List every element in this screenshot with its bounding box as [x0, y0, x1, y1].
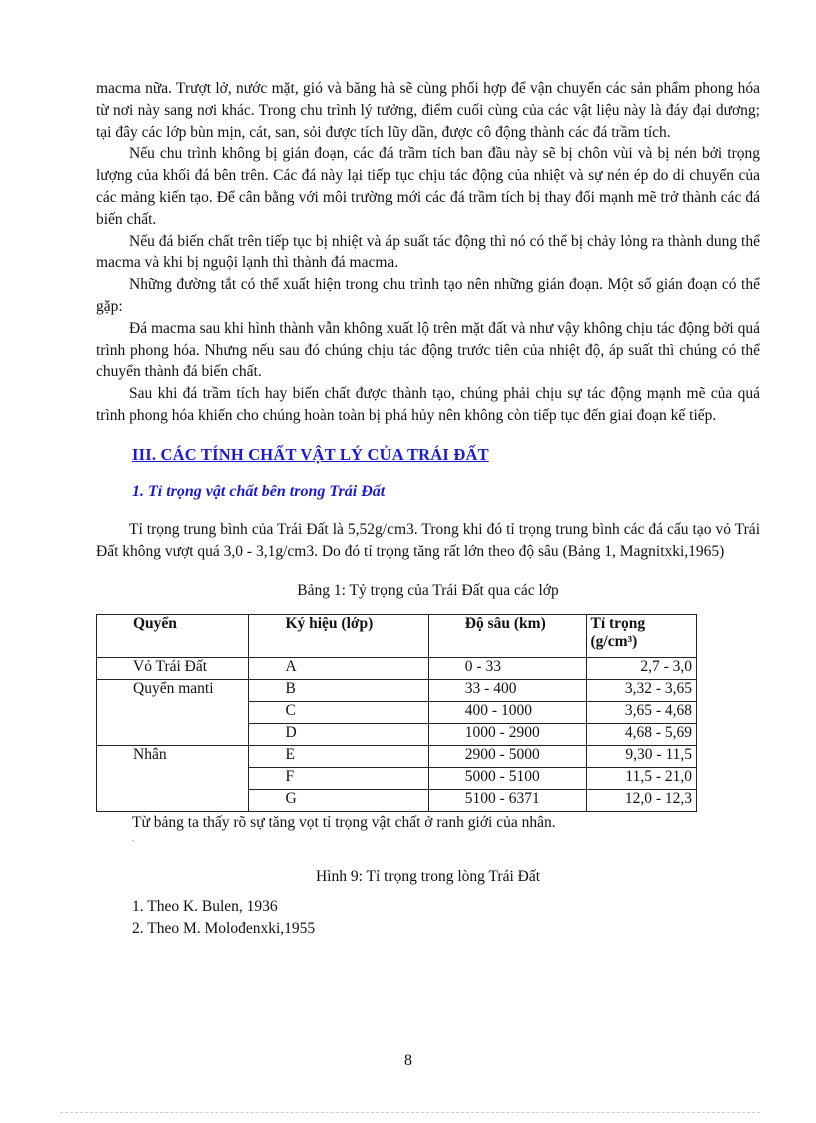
- density-table: [96, 614, 697, 812]
- table-cell: 4,68 - 5,69: [586, 724, 697, 746]
- sub-heading: 1. Tỉ trọng vật chất bên trong Trái Đất: [132, 482, 386, 500]
- paragraph: Sau khi đá trầm tích hay biến chất được thành tạo, chúng phải chịu sự tác động mạnh mẽ của quá trình phong hóa khiến cho chúng hoàn toàn bị phá hủy nên không còn tiếp tục đến giai đoạn kế tiếp.: [96, 385, 760, 424]
- header-cell: Quyển: [97, 615, 249, 658]
- header-cell: Ký hiệu (lớp): [249, 615, 428, 658]
- group-cell: [97, 724, 249, 746]
- table-cell: B: [249, 680, 428, 702]
- section-heading: III. CÁC TÍNH CHẤT VẬT LÝ CỦA TRÁI ĐẤT: [132, 444, 489, 464]
- table-cell: A: [249, 658, 428, 680]
- table-cell: 9,30 - 11,5: [586, 746, 697, 768]
- table-row: [97, 702, 697, 724]
- paragraph: macma nữa. Trượt lở, nước mặt, gió và băng hà sẽ cùng phối hợp để vận chuyển các sản phẩm phong hóa từ nơi này sang nơi khác. Trong chu trình lý tưởng, điểm cuối cùng của các vật liệu này là đáy đại dương; tại đây các lớp bùn mịn, cát, san, sỏi được tích lũy dần, được cô động thành các đá trầm tích.: [96, 80, 760, 141]
- table-row: [97, 768, 697, 790]
- table-cell: G: [249, 790, 428, 812]
- table-cell: 5100 - 6371: [428, 790, 586, 812]
- header-cell: Độ sâu (km): [428, 615, 586, 658]
- table-cell: 2900 - 5000: [428, 746, 586, 768]
- table-cell: 12,0 - 12,3: [586, 790, 697, 812]
- group-cell: Nhân: [97, 746, 249, 768]
- header-cell: Tỉ trọng (g/cm³): [586, 615, 697, 658]
- table-row: [97, 680, 697, 702]
- table-cell: 0 - 33: [428, 658, 586, 680]
- table-cell: C: [249, 702, 428, 724]
- table-caption: Bảng 1: Tỷ trọng của Trái Đất qua các lớp: [297, 582, 559, 600]
- page-number: 8: [404, 1052, 412, 1069]
- density-paragraph: Tỉ trọng trung bình của Trái Đất là 5,52g/cm3. Trong khi đó tỉ trọng trung bình các đá cấu tạo vỏ Trái Đất không vượt quá 3,0 - 3,1g/cm3. Do đó tỉ trọng tăng rất lớn theo độ sâu (Bảng 1, Magnitxki,1965): [96, 520, 760, 560]
- table-header-row: [97, 615, 697, 658]
- paragraph: Nếu đá biến chất trên tiếp tục bị nhiệt và áp suất tác động thì nó có thể bị chảy lỏng ra thành dung thể macma và khi bị nguội lạnh thì thành đá macma.: [96, 232, 760, 272]
- table-row: [97, 724, 697, 746]
- table-row: [97, 790, 697, 812]
- group-cell: [97, 790, 249, 812]
- group-cell: Quyển manti: [97, 680, 249, 702]
- reference-item: 2. Theo M. Molođenxki,1955: [132, 920, 316, 938]
- stray-mark: .: [132, 834, 134, 844]
- table-cell: 33 - 400: [428, 680, 586, 702]
- table-cell: 11,5 - 21,0: [586, 768, 697, 790]
- table-cell: E: [249, 746, 428, 768]
- group-cell: [97, 768, 249, 790]
- table-cell: 1000 - 2900: [428, 724, 586, 746]
- table-row: [97, 658, 697, 680]
- table-cell: 400 - 1000: [428, 702, 586, 724]
- group-cell: [97, 702, 249, 724]
- table-cell: 3,32 - 3,65: [586, 680, 697, 702]
- table-cell: 3,65 - 4,68: [586, 702, 697, 724]
- table-row: [97, 746, 697, 768]
- reference-item: 1. Theo K. Bulen, 1936: [132, 898, 278, 916]
- page-bottom-rule: [60, 1112, 760, 1113]
- paragraph: Đá macma sau khi hình thành vẫn không xuất lộ trên mặt đất và như vậy không chịu tác động bởi quá trình phong hóa. Nhưng nếu sau đó chúng chịu tác động trước tiên của nhiệt độ, áp suất thì chúng có thể chuyển thành đá biến chất.: [96, 319, 760, 381]
- paragraph: Những đường tắt có thể xuất hiện trong chu trình tạo nên những gián đoạn. Một số gián đoạn có thể gặp:: [96, 276, 760, 315]
- group-cell: Vỏ Trái Đất: [97, 658, 249, 680]
- figure-caption: Hình 9: Tỉ trọng trong lòng Trái Đất: [315, 868, 541, 886]
- paragraph: Nếu chu trình không bị gián đoạn, các đá trầm tích ban đầu này sẽ bị chôn vùi và bị nén bởi trọng lượng của khối đá bên trên. Các đá này lại tiếp tục chịu tác động của nhiệt và sự nén ép do di chuyển của các mảng kiến tạo. Để cân bằng với môi trường mới các đá trầm tích bị thay đổi mạnh mẽ trở thành các đá biến chất.: [96, 145, 760, 228]
- table-note: Từ bảng ta thấy rõ sự tăng vọt tỉ trọng vật chất ở ranh giới của nhân.: [132, 814, 556, 832]
- page-content: [96, 78, 760, 940]
- table-cell: F: [249, 768, 428, 790]
- table-cell: 5000 - 5100: [428, 768, 586, 790]
- table-cell: D: [249, 724, 428, 746]
- table-cell: 2,7 - 3,0: [586, 658, 697, 680]
